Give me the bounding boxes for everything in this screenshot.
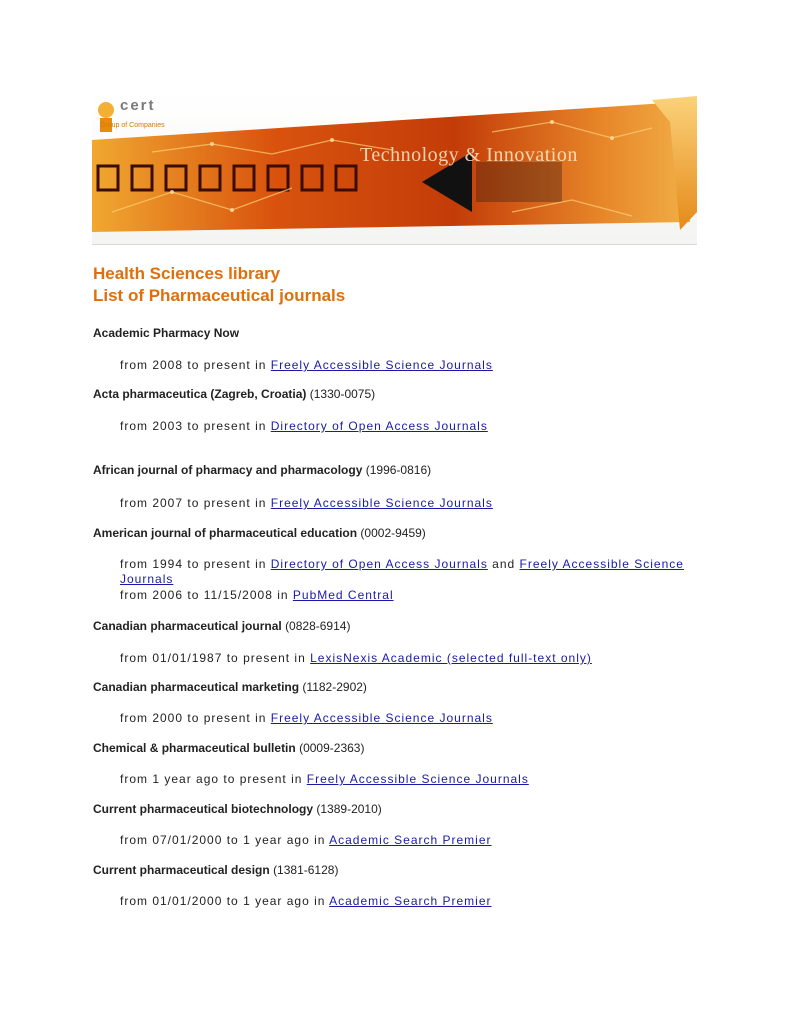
journal-title (93, 741, 364, 755)
journal-title (93, 326, 239, 340)
journal-title (93, 863, 338, 877)
database-link[interactable]: Freely Accessible Science Journals (270, 496, 493, 510)
database-link[interactable]: Academic Search Premier (329, 833, 492, 847)
journal-name: African journal of pharmacy and pharmacology (93, 463, 363, 477)
journal-holding (120, 651, 700, 666)
journal-holding (120, 557, 700, 587)
company-tagline: Group of Companies (100, 122, 165, 129)
journal-name: Canadian pharmaceutical marketing (93, 680, 300, 694)
database-link[interactable]: PubMed Central (292, 588, 394, 602)
journal-name: Current pharmaceutical design (93, 863, 270, 877)
heading-line-2: List of Pharmaceutical journals (93, 286, 346, 305)
banner-slogan: Technology & Innovation (360, 144, 578, 166)
journal-issn: (1330-0075) (309, 387, 376, 401)
journal-holding (120, 419, 700, 434)
logo-mark-icon (98, 102, 114, 118)
journal-title (93, 463, 431, 477)
header-banner (92, 92, 697, 245)
journal-holding (120, 358, 700, 373)
journal-issn: (0828-6914) (285, 619, 351, 633)
journal-name: American journal of pharmaceutical education (93, 526, 358, 540)
journal-holding (120, 588, 700, 603)
database-link[interactable]: Directory of Open Access Journals (270, 557, 488, 571)
journal-name: Acta pharmaceutica (Zagreb, Croatia) (93, 387, 307, 401)
page-heading (93, 263, 345, 307)
database-link[interactable]: LexisNexis Academic (selected full-text only) (310, 651, 592, 665)
journal-holding (120, 772, 700, 787)
journal-name: Chemical & pharmaceutical bulletin (93, 741, 296, 755)
holding-range: from 2008 to present in (120, 358, 271, 372)
database-link[interactable]: Freely Accessible Science Journals (120, 557, 684, 586)
holding-range: from 2006 to 11/15/2008 in (120, 588, 293, 602)
database-link[interactable]: Freely Accessible Science Journals (306, 772, 529, 786)
holding-range: from 2000 to present in (120, 711, 271, 725)
company-logo: cert (120, 97, 156, 114)
journal-issn: (1381-6128) (273, 863, 339, 877)
journal-holding (120, 833, 700, 848)
database-link[interactable]: Freely Accessible Science Journals (270, 711, 493, 725)
journal-issn: (1182-2902) (302, 680, 367, 694)
holding-range: from 01/01/2000 to 1 year ago in (120, 894, 330, 908)
journal-issn: (1996-0816) (365, 463, 432, 477)
journal-holding (120, 496, 700, 511)
journal-title (93, 802, 382, 816)
journal-name: Academic Pharmacy Now (93, 326, 240, 340)
journal-holding (120, 894, 700, 909)
journal-name: Canadian pharmaceutical journal (93, 619, 282, 633)
holding-range: from 01/01/1987 to present in (120, 651, 311, 665)
journal-holding (120, 711, 700, 726)
holding-range: from 07/01/2000 to 1 year ago in (120, 833, 330, 847)
holding-range: from 1994 to present in (120, 557, 271, 571)
journal-title (93, 526, 426, 540)
journal-title (93, 619, 350, 633)
holding-range: from 2003 to present in (120, 419, 271, 433)
holding-range: from 2007 to present in (120, 496, 271, 510)
link-separator: and (487, 557, 520, 571)
journal-issn: (0002-9459) (360, 526, 426, 540)
holding-range: from 1 year ago to present in (120, 772, 307, 786)
database-link[interactable]: Freely Accessible Science Journals (270, 358, 493, 372)
journal-title (93, 680, 367, 694)
database-link[interactable]: Academic Search Premier (329, 894, 492, 908)
database-link[interactable]: Directory of Open Access Journals (270, 419, 488, 433)
heading-line-1: Health Sciences library (93, 264, 281, 283)
journal-issn: (1389-2010) (316, 802, 382, 816)
journal-name: Current pharmaceutical biotechnology (93, 802, 314, 816)
journal-issn: (0009-2363) (299, 741, 365, 755)
banner-artwork (92, 92, 697, 244)
journal-title (93, 387, 375, 401)
